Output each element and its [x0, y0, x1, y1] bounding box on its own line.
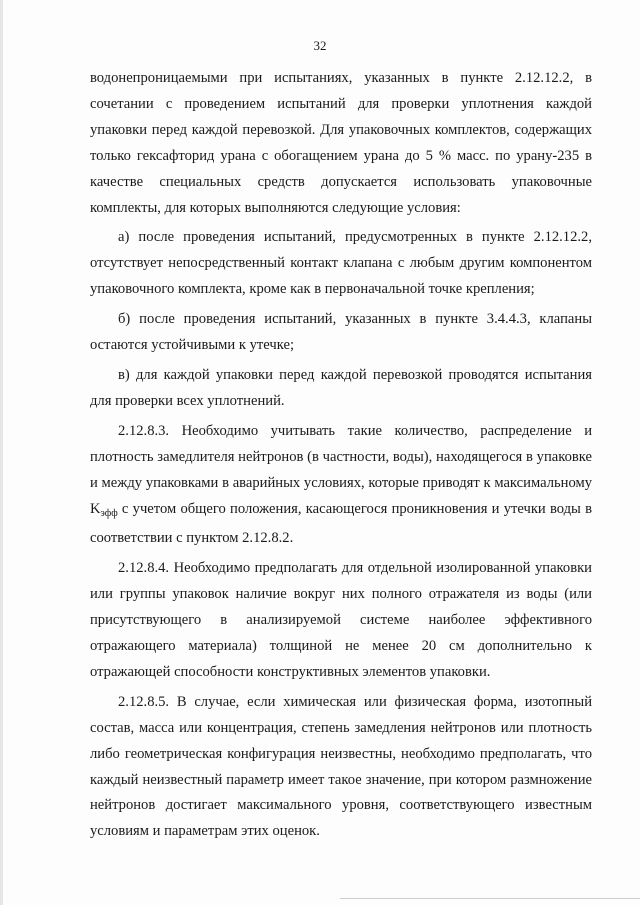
list-item-a: а) после проведения испытаний, предусмотренных в пункте 2.12.12.2, отсутствует непосредственный контакт клапана с любым другим компонентом упаковочного комплекта, кроме как в первоначальной точке крепления;	[90, 229, 592, 298]
paragraph-2-12-8-3	[90, 419, 592, 553]
paragraph-2-12-8-4: 2.12.8.4. Необходимо предполагать для отдельной изолированной упаковки или группы упаковок наличие вокруг них полного отражателя из воды (или присутствующего в анализируемой системе наиболее эффективного отражающего материала) толщиной не менее 20 см дополнительно к отражающей способности конструктивных элементов упаковки.	[90, 560, 592, 680]
k-symbol: K	[90, 500, 101, 517]
document-body	[90, 66, 592, 849]
list-item-b: б) после проведения испытаний, указанных в пункте 3.4.4.3, клапаны остаются устойчивыми к утечке;	[90, 311, 592, 354]
page-number: 32	[313, 38, 327, 53]
list-item-c: в) для каждой упаковки перед каждой перевозкой проводятся испытания для проверки всех уплотнений.	[90, 366, 592, 409]
k-subscript: эфф	[100, 507, 118, 519]
scan-edge	[0, 0, 3, 905]
paragraph-continuation: водонепроницаемыми при испытаниях, указанных в пункте 2.12.12.2, в сочетании с проведением испытаний для проверки уплотнения каждой упаковки перед каждой перевозкой. Для упаковочных комплектов, содержащих только гексафторид урана с обогащением урана до 5 % масс. по урану-235 в качестве специальных средств допускается использовать упаковочные комплекты, для которых выполняются следующие условия:	[90, 70, 592, 216]
paragraph-2-12-8-5: 2.12.8.5. В случае, если химическая или физическая форма, изотопный состав, масса или концентрация, степень замедления нейтронов или плотность либо геометрическая конфигурация неизвестны, необходимо предполагать, что каждый неизвестный параметр имеет такое значение, при котором размножение нейтронов достигает максимального уровня, соответствующего известным условиям и параметрам этих оценок.	[90, 693, 592, 840]
k-eff-symbol	[90, 501, 118, 517]
scan-artifact-line	[340, 898, 640, 899]
paragraph-2-12-8-3-tail: с учетом общего положения, касающегося проникновения и утечки воды в соответствии с пунктом 2.12.8.2.	[90, 500, 592, 547]
paragraph-2-12-8-3-head: 2.12.8.3. Необходимо учитывать такие количество, распределение и плотность замедлителя нейтронов (в частности, воды), находящегося в упаковке и между упаковками в аварийных условиях, которые приводят к максимальному	[90, 422, 592, 491]
